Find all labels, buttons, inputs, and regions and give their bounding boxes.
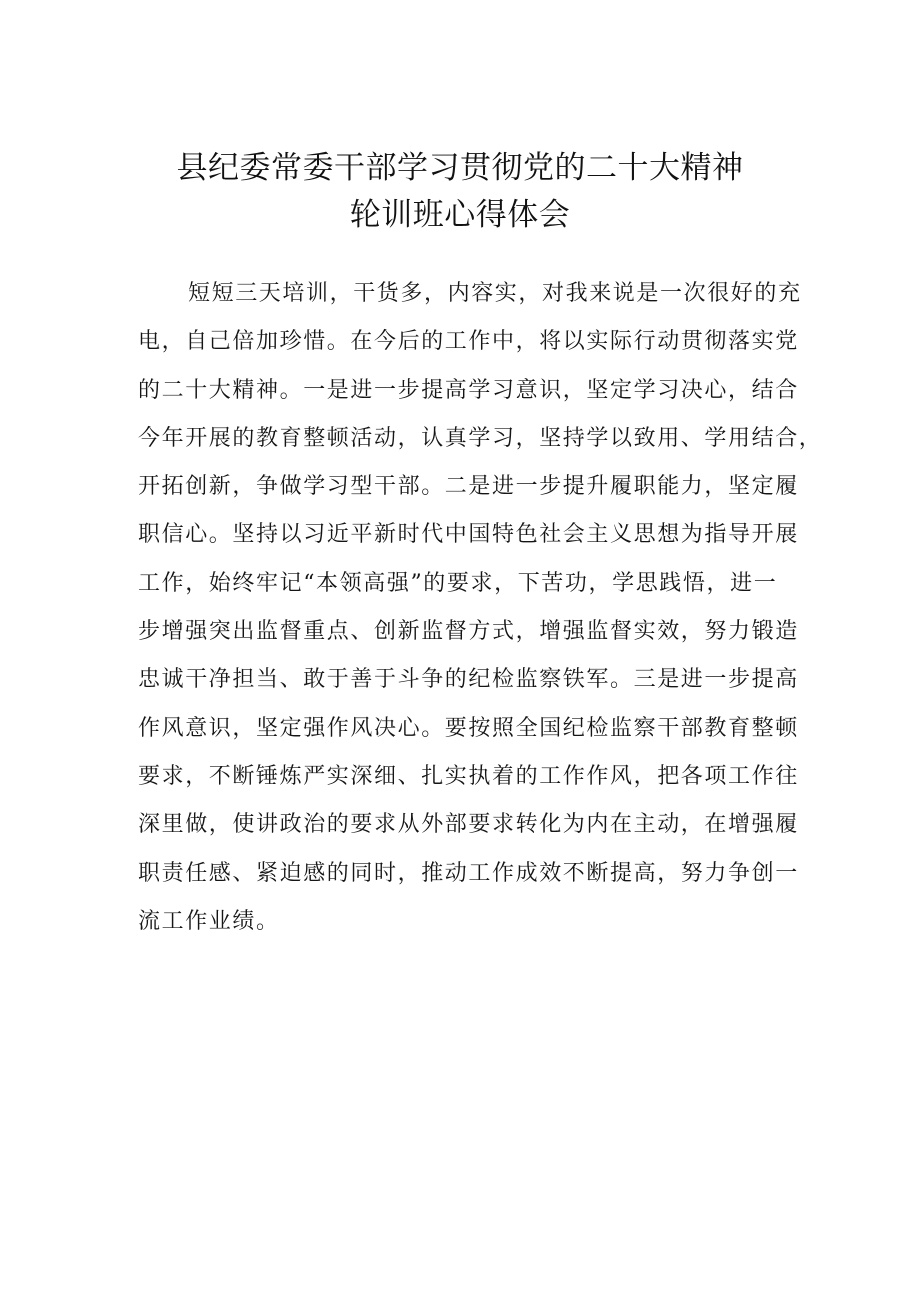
body-line: 电，自己倍加珍惜。在今后的工作中，将以实际行动贯彻落实党 (138, 329, 799, 355)
body-line: 开拓创新，争做学习型干部。二是进一步提升履职能力，坚定履 (138, 474, 799, 500)
body-line: 步增强突出监督重点、创新监督方式，增强监督实效，努力锻造 (138, 619, 799, 645)
document-title-line-2: 轮训班心得体会 (349, 197, 571, 233)
document-title-line-1: 县纪委常委干部学习贯彻党的二十大精神 (176, 150, 744, 186)
body-line: 今年开展的教育整顿活动，认真学习，坚持学以致用、学用结合， (138, 425, 823, 451)
body-line: 职责任感、紧迫感的同时，推动工作成效不断提高，努力争创一 (138, 860, 799, 886)
document-body (138, 270, 823, 946)
body-line: 流工作业绩。 (138, 908, 280, 934)
body-line: 的二十大精神。一是进一步提高学习意识，坚定学习决心，结合 (138, 377, 799, 403)
body-line: 要求，不断锤炼严实深细、扎实执着的工作作风，把各项工作往 (138, 763, 799, 789)
body-line: 作风意识，坚定强作风决心。要按照全国纪检监察干部教育整顿 (138, 715, 799, 741)
body-line: 深里做，使讲政治的要求从外部要求转化为内在主动，在增强履 (138, 812, 799, 838)
body-line: 忠诚干净担当、敢于善于斗争的纪检监察铁军。三是进一步提高 (138, 667, 799, 693)
body-line: 短短三天培训，干货多，内容实，对我来说是一次很好的充 (188, 281, 802, 306)
body-line: 职信心。坚持以习近平新时代中国特色社会主义思想为指导开展 (138, 522, 799, 548)
body-line: 工作，始终牢记“本领高强”的要求，下苦功，学思践悟，进一 (138, 570, 778, 596)
